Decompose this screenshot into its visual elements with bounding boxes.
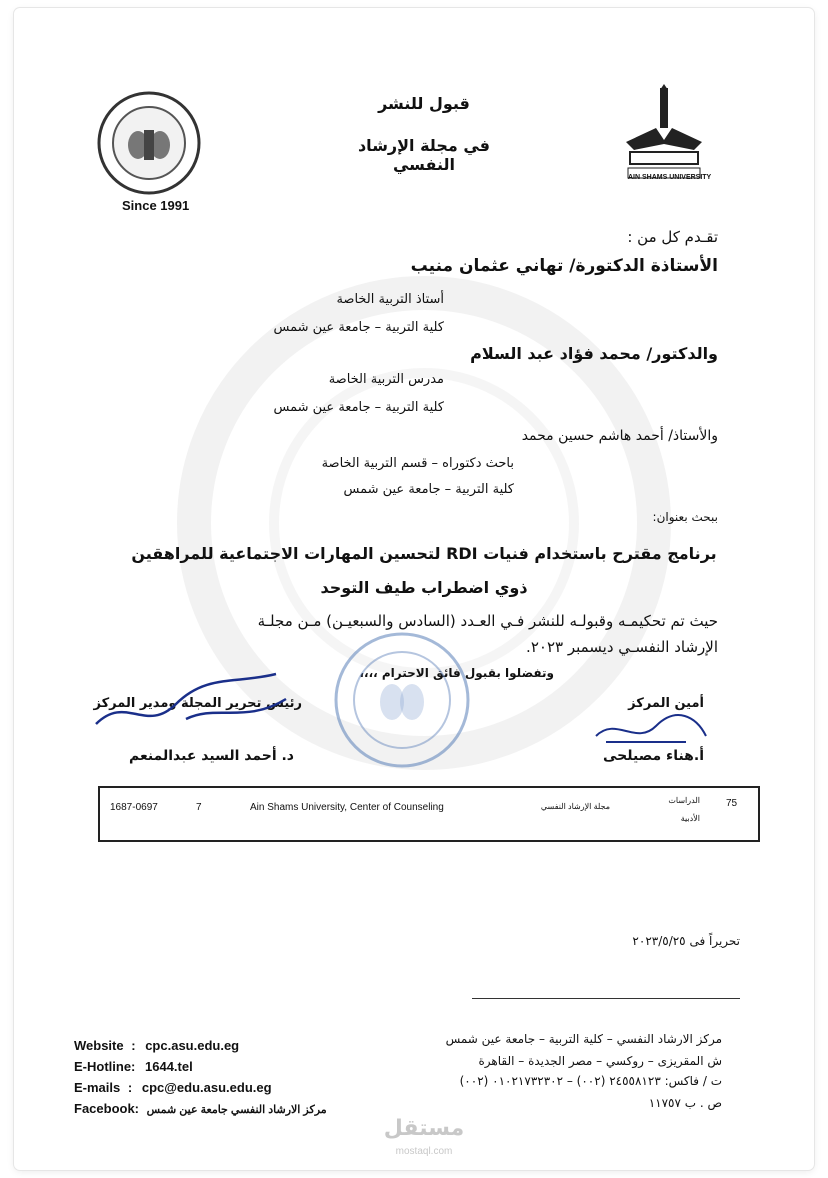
journal-rank: 75 bbox=[726, 798, 738, 809]
research-title-line2: ذوي اضطراب طيف التوحد bbox=[320, 578, 528, 597]
emails-value[interactable]: cpc@edu.asu.edu.eg bbox=[141, 1080, 272, 1095]
counseling-center-logo bbox=[96, 90, 202, 196]
category-line2: الأدبية bbox=[680, 814, 700, 823]
issn: 1687-0697 bbox=[110, 802, 158, 813]
website-value[interactable]: cpc.asu.edu.eg bbox=[145, 1038, 240, 1053]
facebook-row bbox=[74, 1101, 327, 1116]
author1-name: الأستاذة الدكتورة/ تهاني عثمان منيب bbox=[410, 256, 718, 276]
mostaql-watermark-url: mostaql.com bbox=[395, 1146, 453, 1157]
acceptance-text-line2: الإرشاد النفسـي ديسمبر ٢٠٢٣. bbox=[526, 638, 718, 656]
author2-title: مدرس التربية الخاصة bbox=[328, 372, 444, 387]
facebook-value[interactable]: مركز الارشاد النفسي جامعة عين شمس bbox=[146, 1104, 327, 1116]
journal-name-arabic: مجلة الإرشاد النفسي bbox=[540, 802, 610, 811]
journal-info-table bbox=[98, 786, 760, 842]
facebook-label: Facebook: bbox=[74, 1101, 140, 1116]
hotline-value[interactable]: 1644.tel bbox=[145, 1059, 193, 1074]
right-signature bbox=[586, 706, 716, 754]
author2-faculty: كلية التربية – جامعة عين شمس bbox=[273, 400, 444, 415]
publisher-english: Ain Shams University, Center of Counseling bbox=[250, 802, 444, 813]
right-signatory-name: أ.هناء مصيلحى bbox=[603, 748, 704, 764]
author2-name: والدكتور/ محمد فؤاد عبد السلام bbox=[470, 344, 718, 363]
intro-text: تقـدم كل من : bbox=[627, 228, 718, 246]
author1-title: أستاذ التربية الخاصة bbox=[336, 292, 444, 307]
address-line1: مركز الارشاد النفسي – كلية التربية – جامعة عين شمس bbox=[445, 1032, 722, 1046]
university-logo bbox=[620, 84, 708, 184]
left-signatory-title: رئيس تحرير المجلة ومدير المركز bbox=[93, 696, 302, 711]
official-stamp bbox=[332, 630, 472, 770]
closing-text: وتفضلوا بقبول فائق الاحترام ،،،، bbox=[359, 666, 554, 680]
right-signatory-title: أمين المركز bbox=[628, 696, 704, 711]
acceptance-text-line1: حيث تم تحكيمـه وقبولـه للنشر فـي العـدد (السادس والسبعيـن) مـن مجلـة bbox=[257, 612, 718, 630]
document-page bbox=[14, 8, 814, 1170]
left-signatory-name: د. أحمد السيد عبدالمنعم bbox=[129, 748, 294, 764]
po-box: ص . ب ١١٧٥٧ bbox=[648, 1096, 722, 1110]
category-line1: الدراسات bbox=[668, 796, 700, 805]
acceptance-title: قبول للنشر bbox=[378, 94, 470, 113]
hotline-row bbox=[74, 1059, 193, 1074]
left-signature bbox=[86, 664, 296, 744]
website-label: Website bbox=[74, 1038, 124, 1053]
research-title-line1: برنامج مقترح باستخدام فنيات RDI لتحسين المهارات الاجتماعية للمراهقين bbox=[131, 544, 717, 563]
author3-name: والأستاذ/ أحمد هاشم حسين محمد bbox=[521, 428, 718, 444]
journal-volume: 7 bbox=[196, 802, 202, 813]
research-label: ببحث بعنوان: bbox=[652, 510, 718, 524]
address-line2: ش المقريزى – روكسي – مصر الجديدة – القاهرة bbox=[478, 1054, 722, 1068]
university-label: AIN SHAMS UNIVERSITY bbox=[628, 174, 712, 181]
footer-divider bbox=[472, 998, 740, 999]
website-row: Website : cpc.asu.edu.eg bbox=[74, 1038, 240, 1053]
emails-label: E-mails bbox=[74, 1080, 121, 1095]
author3-faculty: كلية التربية – جامعة عين شمس bbox=[343, 482, 514, 497]
phone-fax: ت / فاكس: ٢٤٥٥٨١٢٣ (٠٠٢) – ٠١٠٢١٧٣٢٣٠٢ (٠٠٢) bbox=[459, 1074, 722, 1088]
mostaql-watermark-ar: مستقل bbox=[383, 1116, 465, 1141]
author1-faculty: كلية التربية – جامعة عين شمس bbox=[273, 320, 444, 335]
hotline-label: E-Hotline: bbox=[74, 1059, 136, 1074]
author3-title: باحث دكتوراه – قسم التربية الخاصة bbox=[321, 456, 514, 471]
journal-title: في مجلة الإرشاد النفسي bbox=[357, 136, 491, 174]
issue-date: تحريراً فى ٢٠٢٣/٥/٢٥ bbox=[632, 934, 740, 948]
since-year: Since 1991 bbox=[122, 198, 190, 213]
emails-row: E-mails : cpc@edu.asu.edu.eg bbox=[74, 1080, 272, 1095]
